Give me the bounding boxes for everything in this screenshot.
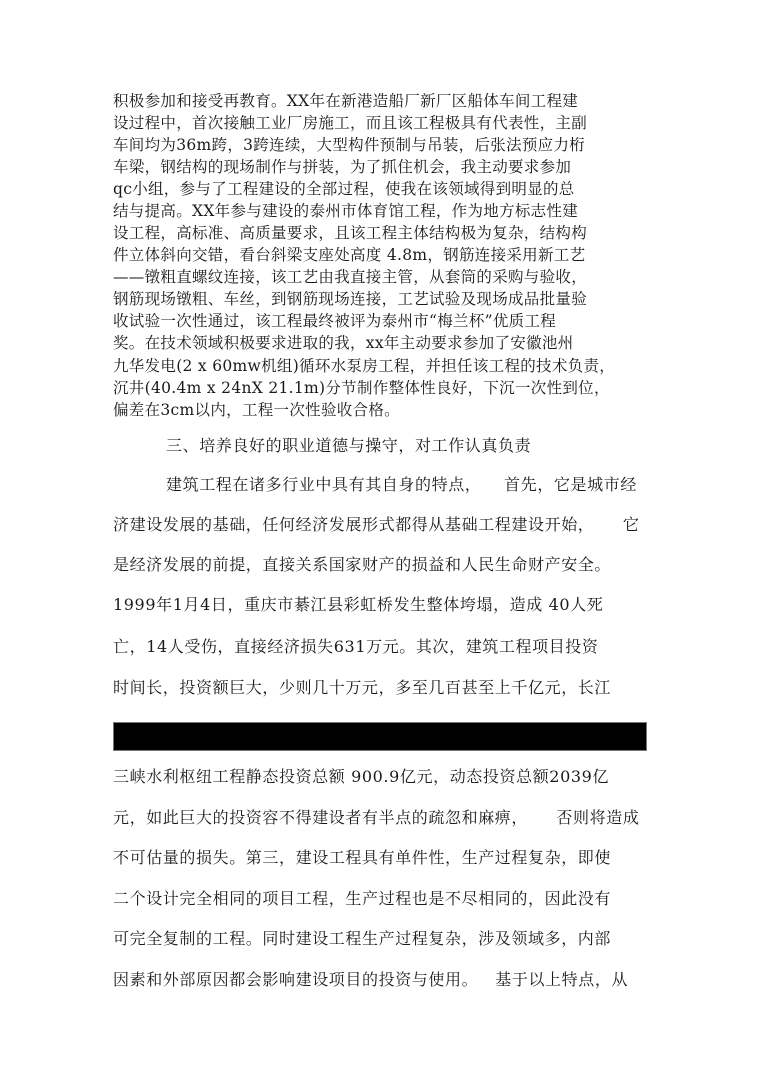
text-line: 三峡水利枢纽工程静态投资总额 900.9亿元，动态投资总额2039亿 — [113, 767, 610, 786]
text-line: 是经济发展的前提，直接关系国家财产的损益和人民生命财产安全。 — [113, 555, 612, 574]
text-line: 不可估量的损失。第三，建设工程具有单件性，生产过程复杂，即使 — [113, 848, 612, 867]
text-line: 件立体斜向交错，看台斜梁支座处高度 4.8m，钢筋连接采用新工艺 — [113, 246, 586, 264]
text-line: 济建设发展的基础，任何经济发展形式都得从基础工程建设开始， 它 — [113, 515, 640, 534]
text-line: 偏差在3cm以内，工程一次性验收合格。 — [113, 401, 400, 419]
text-line: 1999年1月4日，重庆市綦江县彩虹桥发生整体垮塌，造成 40人死 — [113, 595, 604, 614]
text-line: 因素和外部原因都会影响建设项目的投资与使用。 基于以上特点，从 — [113, 970, 629, 989]
section-heading: 三、培养良好的职业道德与操守，对工作认真负责 — [166, 436, 532, 455]
text-line: 二个设计完全相同的项目工程，生产过程也是不尽相同的，因此没有 — [113, 889, 612, 908]
text-line: 设过程中，首次接触工业厂房施工，而且该工程极具有代表性，主副 — [113, 114, 588, 132]
text-line: 可完全复制的工程。同时建设工程生产过程复杂，涉及领域多，内部 — [113, 929, 612, 948]
text-line: 时间长，投资额巨大，少则几十万元，多至几百甚至上千亿元，长江 — [113, 678, 612, 697]
text-line: 积极参加和接受再教育。XX年在新港造船厂新厂区船体车间工程建 — [113, 92, 579, 110]
text-line: ——镦粗直螺纹连接，该工艺由我直接主管，从套筒的采购与验收， — [113, 268, 588, 286]
text-line: 车间均为36m跨，3跨连续，大型构件预制与吊装，后张法预应力桁 — [113, 136, 586, 154]
text-line: 元，如此巨大的投资容不得建设者有半点的疏忽和麻痹， 否则将造成 — [113, 808, 640, 827]
text-line: qc小组，参与了工程建设的全部过程，使我在该领域得到明显的总 — [113, 180, 575, 198]
text-line: 建筑工程在诸多行业中具有其自身的特点， 首先，它是城市经 — [166, 475, 637, 494]
text-line: 九华发电(2 x 60mw机组)循环水泵房工程，并担任该工程的技术负责， — [113, 357, 616, 375]
text-line: 钢筋现场镦粗、车丝，到钢筋现场连接，工艺试验及现场成品批量验 — [113, 290, 588, 308]
text-line: 亡，14人受伤，直接经济损失631万元。其次，建筑工程项目投资 — [113, 637, 599, 656]
text-line: 车梁，钢结构的现场制作与拼装，为了抓住机会，我主动要求参加 — [113, 158, 572, 176]
text-line: 设工程，高标准、高质量要求，且该工程主体结构极为复杂，结构构 — [113, 224, 588, 242]
text-line: 结与提高。XX年参与建设的泰州市体育馆工程，作为地方标志性建 — [113, 202, 579, 220]
redaction-bar — [113, 722, 647, 751]
text-line: 奖。在技术领域积极要求进取的我，xx年主动要求参加了安徽池州 — [113, 334, 574, 352]
text-line: 沉井(40.4m x 24nX 21.1m)分节制作整体性良好，下沉一次性到位， — [113, 379, 610, 397]
text-line: 收试验一次性通过，该工程最终被评为泰州市“梅兰杯”优质工程 — [113, 312, 557, 330]
